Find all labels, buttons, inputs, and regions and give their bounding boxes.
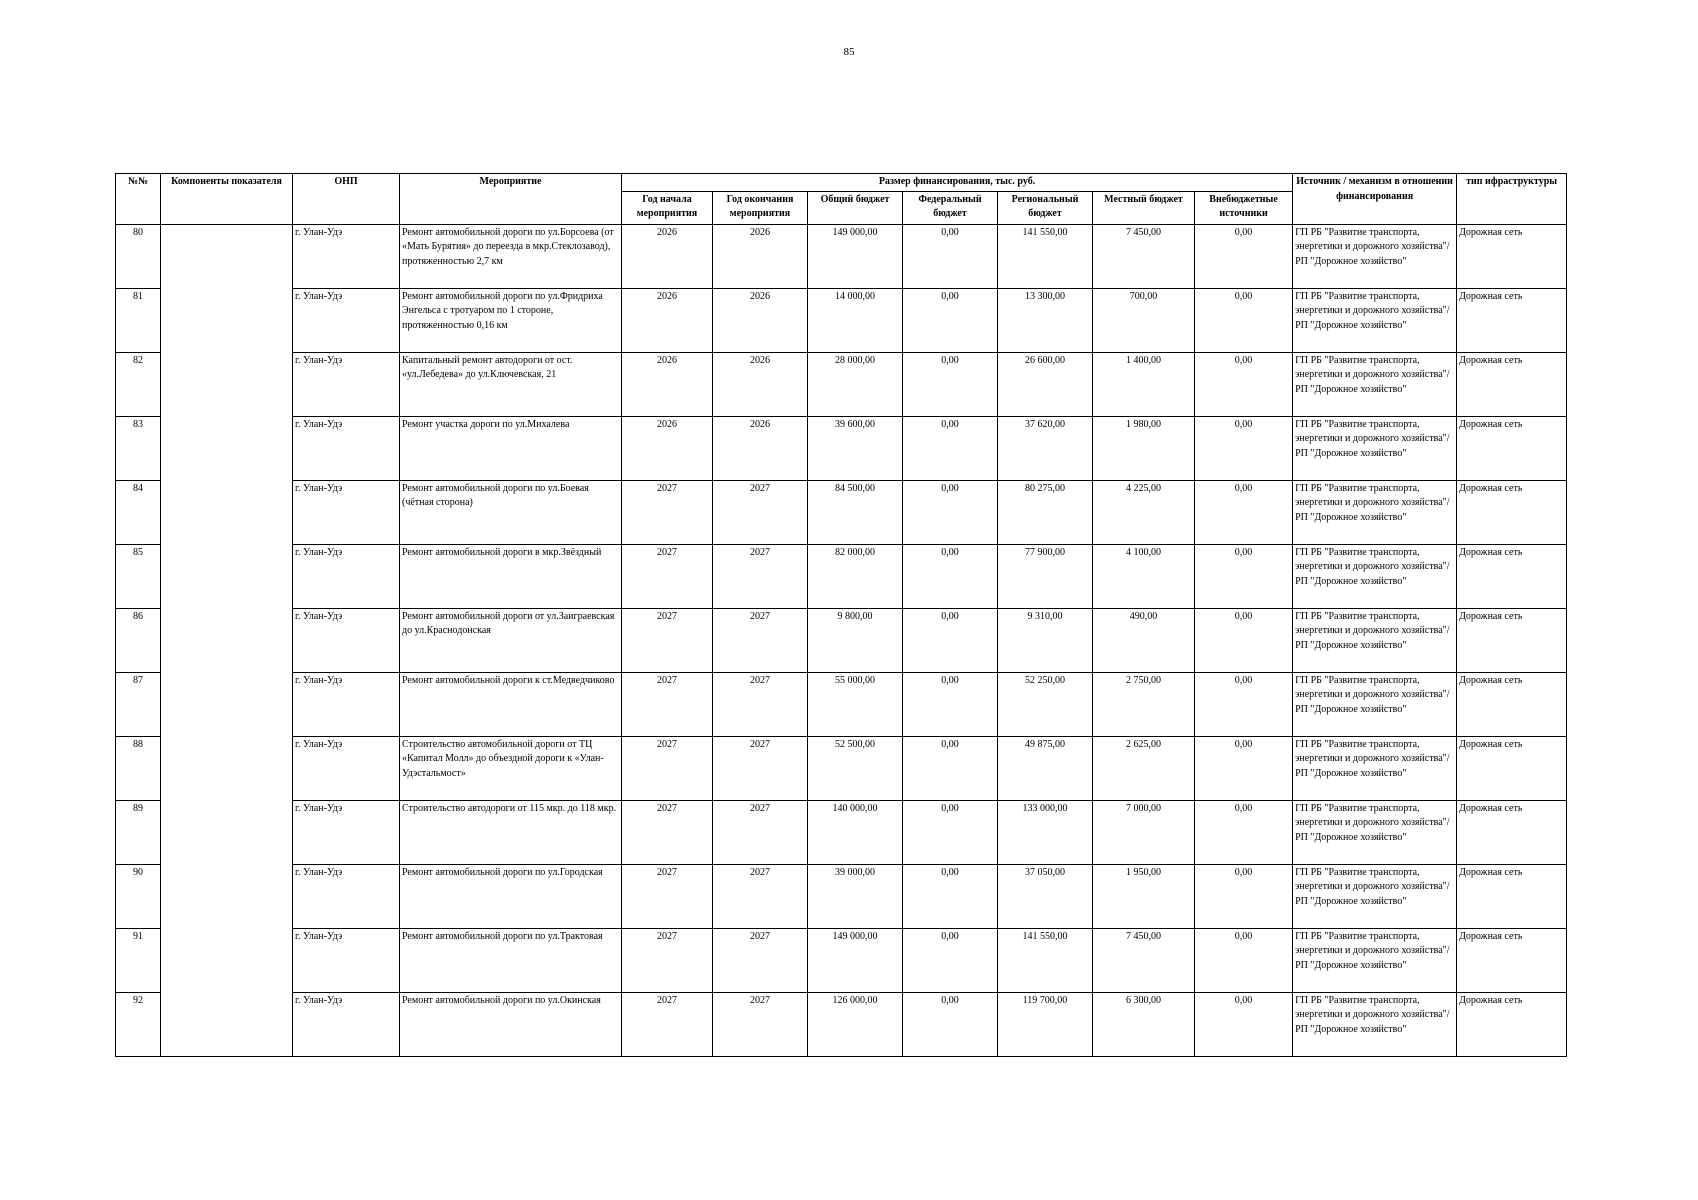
cell-total-budget: 39 600,00 — [808, 416, 903, 480]
cell-event: Ремонт автомобильной дороги по ул.Боевая (чётная сторона) — [400, 480, 622, 544]
cell-num: 89 — [116, 800, 161, 864]
cell-onp: г. Улан-Удэ — [293, 672, 400, 736]
header-local-budget: Местный бюджет — [1093, 191, 1195, 224]
cell-infra-type: Дорожная сеть — [1457, 864, 1567, 928]
cell-total-budget: 9 800,00 — [808, 608, 903, 672]
cell-federal-budget: 0,00 — [903, 288, 998, 352]
cell-extrabudget: 0,00 — [1195, 608, 1293, 672]
cell-event: Ремонт автомобильной дороги по ул.Городская — [400, 864, 622, 928]
cell-year-start: 2027 — [622, 544, 713, 608]
cell-federal-budget: 0,00 — [903, 864, 998, 928]
cell-extrabudget: 0,00 — [1195, 480, 1293, 544]
cell-year-start: 2027 — [622, 800, 713, 864]
cell-onp: г. Улан-Удэ — [293, 864, 400, 928]
cell-regional-budget: 141 550,00 — [998, 224, 1093, 288]
cell-total-budget: 84 500,00 — [808, 480, 903, 544]
table-body — [116, 224, 1567, 1056]
cell-infra-type: Дорожная сеть — [1457, 416, 1567, 480]
cell-federal-budget: 0,00 — [903, 416, 998, 480]
cell-year-end: 2027 — [713, 928, 808, 992]
cell-components — [161, 224, 293, 1056]
cell-year-end: 2027 — [713, 608, 808, 672]
cell-onp: г. Улан-Удэ — [293, 544, 400, 608]
table-row — [116, 416, 1567, 480]
table-row — [116, 864, 1567, 928]
cell-federal-budget: 0,00 — [903, 608, 998, 672]
cell-infra-type: Дорожная сеть — [1457, 736, 1567, 800]
cell-year-end: 2026 — [713, 352, 808, 416]
cell-infra-type: Дорожная сеть — [1457, 544, 1567, 608]
header-event: Мероприятие — [400, 174, 622, 225]
cell-year-end: 2027 — [713, 672, 808, 736]
cell-num: 84 — [116, 480, 161, 544]
cell-infra-type: Дорожная сеть — [1457, 352, 1567, 416]
cell-regional-budget: 119 700,00 — [998, 992, 1093, 1056]
cell-num: 83 — [116, 416, 161, 480]
cell-onp: г. Улан-Удэ — [293, 800, 400, 864]
table-row — [116, 224, 1567, 288]
cell-extrabudget: 0,00 — [1195, 416, 1293, 480]
cell-total-budget: 126 000,00 — [808, 992, 903, 1056]
cell-source: ГП РБ "Развитие транспорта, энергетики и дорожного хозяйства"/РП "Дорожное хозяйство" — [1293, 416, 1457, 480]
cell-year-start: 2026 — [622, 288, 713, 352]
cell-onp: г. Улан-Удэ — [293, 352, 400, 416]
cell-total-budget: 14 000,00 — [808, 288, 903, 352]
table-row — [116, 800, 1567, 864]
cell-source: ГП РБ "Развитие транспорта, энергетики и дорожного хозяйства"/РП "Дорожное хозяйство" — [1293, 672, 1457, 736]
cell-num: 81 — [116, 288, 161, 352]
cell-regional-budget: 133 000,00 — [998, 800, 1093, 864]
cell-local-budget: 490,00 — [1093, 608, 1195, 672]
cell-event: Капитальный ремонт автодороги от ост. «ул.Лебедева» до ул.Ключевская, 21 — [400, 352, 622, 416]
cell-num: 85 — [116, 544, 161, 608]
cell-extrabudget: 0,00 — [1195, 672, 1293, 736]
cell-event: Ремонт автомобильной дороги по ул.Борсоева (от «Мать Бурятия» до переезда в мкр.Стеклозавод), протяженностью 2,7 км — [400, 224, 622, 288]
cell-federal-budget: 0,00 — [903, 224, 998, 288]
cell-regional-budget: 52 250,00 — [998, 672, 1093, 736]
cell-event: Строительство автодороги от 115 мкр. до 118 мкр. — [400, 800, 622, 864]
cell-regional-budget: 80 275,00 — [998, 480, 1093, 544]
cell-regional-budget: 26 600,00 — [998, 352, 1093, 416]
table-row — [116, 288, 1567, 352]
cell-year-end: 2026 — [713, 224, 808, 288]
cell-source: ГП РБ "Развитие транспорта, энергетики и дорожного хозяйства"/РП "Дорожное хозяйство" — [1293, 992, 1457, 1056]
table-row — [116, 544, 1567, 608]
cell-infra-type: Дорожная сеть — [1457, 928, 1567, 992]
cell-year-start: 2026 — [622, 416, 713, 480]
cell-year-start: 2027 — [622, 480, 713, 544]
cell-regional-budget: 141 550,00 — [998, 928, 1093, 992]
table-row — [116, 352, 1567, 416]
cell-infra-type: Дорожная сеть — [1457, 608, 1567, 672]
cell-event: Ремонт автомобильной дороги по ул.Фридриха Энгельса с тротуаром по 1 стороне, протяженностью 0,16 км — [400, 288, 622, 352]
cell-extrabudget: 0,00 — [1195, 800, 1293, 864]
cell-event: Ремонт автомобильной дороги по ул.Трактовая — [400, 928, 622, 992]
cell-source: ГП РБ "Развитие транспорта, энергетики и дорожного хозяйства"/РП "Дорожное хозяйство" — [1293, 288, 1457, 352]
cell-federal-budget: 0,00 — [903, 736, 998, 800]
cell-onp: г. Улан-Удэ — [293, 416, 400, 480]
cell-extrabudget: 0,00 — [1195, 224, 1293, 288]
table-row — [116, 992, 1567, 1056]
cell-regional-budget: 13 300,00 — [998, 288, 1093, 352]
cell-federal-budget: 0,00 — [903, 352, 998, 416]
cell-total-budget: 28 000,00 — [808, 352, 903, 416]
cell-year-start: 2026 — [622, 352, 713, 416]
cell-local-budget: 7 000,00 — [1093, 800, 1195, 864]
cell-num: 92 — [116, 992, 161, 1056]
cell-local-budget: 1 980,00 — [1093, 416, 1195, 480]
cell-total-budget: 39 000,00 — [808, 864, 903, 928]
cell-year-end: 2027 — [713, 800, 808, 864]
cell-extrabudget: 0,00 — [1195, 928, 1293, 992]
cell-source: ГП РБ "Развитие транспорта, энергетики и дорожного хозяйства"/РП "Дорожное хозяйство" — [1293, 352, 1457, 416]
cell-regional-budget: 9 310,00 — [998, 608, 1093, 672]
financing-table — [115, 173, 1567, 1057]
cell-onp: г. Улан-Удэ — [293, 992, 400, 1056]
cell-year-start: 2027 — [622, 928, 713, 992]
cell-year-start: 2027 — [622, 864, 713, 928]
cell-local-budget: 4 100,00 — [1093, 544, 1195, 608]
cell-num: 87 — [116, 672, 161, 736]
cell-num: 91 — [116, 928, 161, 992]
cell-total-budget: 140 000,00 — [808, 800, 903, 864]
header-year-start: Год начала мероприятия — [622, 191, 713, 224]
cell-event: Ремонт автомобильной дороги от ул.Заиграевская до ул.Краснодонская — [400, 608, 622, 672]
cell-event: Строительство автомобильной дороги от ТЦ «Капитал Молл» до объездной дороги к «Улан-Удэстальмост» — [400, 736, 622, 800]
cell-source: ГП РБ "Развитие транспорта, энергетики и дорожного хозяйства"/РП "Дорожное хозяйство" — [1293, 608, 1457, 672]
table-row — [116, 928, 1567, 992]
cell-infra-type: Дорожная сеть — [1457, 992, 1567, 1056]
cell-federal-budget: 0,00 — [903, 544, 998, 608]
table-row — [116, 736, 1567, 800]
cell-year-start: 2027 — [622, 736, 713, 800]
cell-total-budget: 82 000,00 — [808, 544, 903, 608]
cell-source: ГП РБ "Развитие транспорта, энергетики и дорожного хозяйства"/РП "Дорожное хозяйство" — [1293, 224, 1457, 288]
cell-year-start: 2027 — [622, 672, 713, 736]
cell-local-budget: 1 400,00 — [1093, 352, 1195, 416]
cell-onp: г. Улан-Удэ — [293, 480, 400, 544]
cell-num: 90 — [116, 864, 161, 928]
cell-num: 88 — [116, 736, 161, 800]
cell-extrabudget: 0,00 — [1195, 544, 1293, 608]
cell-local-budget: 4 225,00 — [1093, 480, 1195, 544]
cell-regional-budget: 49 875,00 — [998, 736, 1093, 800]
cell-year-start: 2027 — [622, 608, 713, 672]
cell-year-end: 2027 — [713, 736, 808, 800]
cell-federal-budget: 0,00 — [903, 992, 998, 1056]
cell-federal-budget: 0,00 — [903, 800, 998, 864]
cell-onp: г. Улан-Удэ — [293, 224, 400, 288]
cell-year-end: 2027 — [713, 480, 808, 544]
page-number: 85 — [843, 46, 855, 58]
cell-event: Ремонт автомобильной дороги в мкр.Звёздный — [400, 544, 622, 608]
header-components: Компоненты показателя — [161, 174, 293, 225]
cell-source: ГП РБ "Развитие транспорта, энергетики и дорожного хозяйства"/РП "Дорожное хозяйство" — [1293, 800, 1457, 864]
cell-year-start: 2026 — [622, 224, 713, 288]
header-num: №№ — [116, 174, 161, 225]
cell-num: 80 — [116, 224, 161, 288]
cell-infra-type: Дорожная сеть — [1457, 224, 1567, 288]
cell-onp: г. Улан-Удэ — [293, 928, 400, 992]
cell-source: ГП РБ "Развитие транспорта, энергетики и дорожного хозяйства"/РП "Дорожное хозяйство" — [1293, 736, 1457, 800]
cell-extrabudget: 0,00 — [1195, 864, 1293, 928]
header-extrabudget: Внебюджетные источники — [1195, 191, 1293, 224]
cell-onp: г. Улан-Удэ — [293, 608, 400, 672]
cell-total-budget: 149 000,00 — [808, 928, 903, 992]
cell-local-budget: 700,00 — [1093, 288, 1195, 352]
cell-year-end: 2027 — [713, 992, 808, 1056]
header-infra-type: тип ифраструктуры — [1457, 174, 1567, 225]
cell-infra-type: Дорожная сеть — [1457, 672, 1567, 736]
cell-local-budget: 1 950,00 — [1093, 864, 1195, 928]
cell-year-end: 2027 — [713, 544, 808, 608]
cell-total-budget: 55 000,00 — [808, 672, 903, 736]
header-financing-group: Размер финансирования, тыс. руб. — [622, 174, 1293, 192]
cell-year-end: 2026 — [713, 416, 808, 480]
cell-onp: г. Улан-Удэ — [293, 288, 400, 352]
cell-federal-budget: 0,00 — [903, 480, 998, 544]
cell-year-end: 2026 — [713, 288, 808, 352]
cell-local-budget: 2 625,00 — [1093, 736, 1195, 800]
cell-year-end: 2027 — [713, 864, 808, 928]
table-header — [116, 174, 1567, 225]
cell-infra-type: Дорожная сеть — [1457, 288, 1567, 352]
cell-extrabudget: 0,00 — [1195, 352, 1293, 416]
cell-year-start: 2027 — [622, 992, 713, 1056]
cell-event: Ремонт автомобильной дороги по ул.Окинская — [400, 992, 622, 1056]
table-row — [116, 608, 1567, 672]
header-year-end: Год окончания мероприятия — [713, 191, 808, 224]
cell-source: ГП РБ "Развитие транспорта, энергетики и дорожного хозяйства"/РП "Дорожное хозяйство" — [1293, 864, 1457, 928]
cell-local-budget: 2 750,00 — [1093, 672, 1195, 736]
cell-infra-type: Дорожная сеть — [1457, 800, 1567, 864]
cell-num: 86 — [116, 608, 161, 672]
cell-extrabudget: 0,00 — [1195, 992, 1293, 1056]
header-total-budget: Общий бюджет — [808, 191, 903, 224]
cell-federal-budget: 0,00 — [903, 928, 998, 992]
cell-total-budget: 149 000,00 — [808, 224, 903, 288]
cell-extrabudget: 0,00 — [1195, 288, 1293, 352]
table-row — [116, 480, 1567, 544]
cell-total-budget: 52 500,00 — [808, 736, 903, 800]
cell-regional-budget: 77 900,00 — [998, 544, 1093, 608]
table-row — [116, 672, 1567, 736]
cell-extrabudget: 0,00 — [1195, 736, 1293, 800]
cell-onp: г. Улан-Удэ — [293, 736, 400, 800]
header-regional-budget: Региональный бюджет — [998, 191, 1093, 224]
header-onp: ОНП — [293, 174, 400, 225]
cell-federal-budget: 0,00 — [903, 672, 998, 736]
cell-regional-budget: 37 620,00 — [998, 416, 1093, 480]
cell-source: ГП РБ "Развитие транспорта, энергетики и дорожного хозяйства"/РП "Дорожное хозяйство" — [1293, 480, 1457, 544]
cell-local-budget: 6 300,00 — [1093, 992, 1195, 1056]
cell-regional-budget: 37 050,00 — [998, 864, 1093, 928]
cell-infra-type: Дорожная сеть — [1457, 480, 1567, 544]
cell-event: Ремонт автомобильной дороги к ст.Медведчиково — [400, 672, 622, 736]
cell-event: Ремонт участка дороги по ул.Михалева — [400, 416, 622, 480]
header-source: Источник / механизм в отношении финансирования — [1293, 174, 1457, 225]
header-federal-budget: Федеральный бюджет — [903, 191, 998, 224]
cell-num: 82 — [116, 352, 161, 416]
cell-source: ГП РБ "Развитие транспорта, энергетики и дорожного хозяйства"/РП "Дорожное хозяйство" — [1293, 928, 1457, 992]
cell-local-budget: 7 450,00 — [1093, 928, 1195, 992]
cell-local-budget: 7 450,00 — [1093, 224, 1195, 288]
cell-source: ГП РБ "Развитие транспорта, энергетики и дорожного хозяйства"/РП "Дорожное хозяйство" — [1293, 544, 1457, 608]
